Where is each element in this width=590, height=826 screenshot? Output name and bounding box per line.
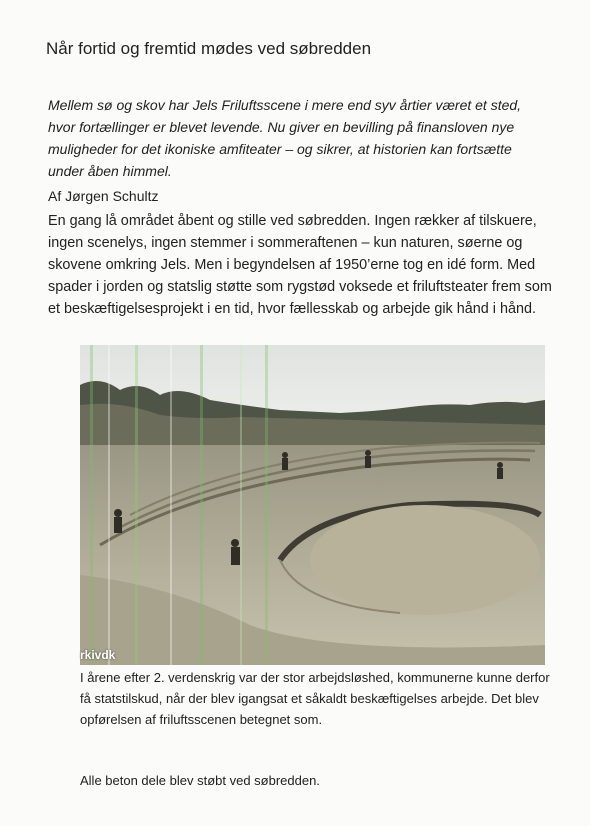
archive-watermark: rkivdk: [80, 648, 116, 662]
article-title: Når fortid og fremtid mødes ved søbredden: [46, 39, 372, 58]
historical-photo: [80, 345, 545, 665]
article-paragraph-2: I årene efter 2. verdenskrig var der stor arbejdsløshed, kommunerne kunne derfor få statstilskud, når der blev igangsat et såkaldt beskæftigelses arbejde. Det blev opførelsen af friluftsscenen betegnet som.: [80, 670, 550, 727]
amphitheater-construction-image: [80, 345, 545, 665]
article-lead: Mellem sø og skov har Jels Friluftsscene i mere end syv årtier været et sted, hvor fortællinger er blevet levende. Nu giver en bevilling på finansloven nye muligheder for det ikoniske amfiteater – og sikrer, at historien kan fortsætte under åben himmel.: [48, 97, 522, 179]
article-paragraph-3: Alle beton dele blev støbt ved søbredden.: [80, 773, 320, 788]
article-paragraph-1: En gang lå området åbent og stille ved søbredden. Ingen rækker af tilskuere, ingen scenelys, ingen stemmer i sommeraftenen – kun naturen, søerne og skovene omkring Jels. Men i begyndelsen af 1950’erne tog en idé form. Med spader i jorden og statslig støtte som rygstød voksede et friluftsteater frem som et beskæftigelsesprojekt i en tid, hvor fællesskab og arbejde gik hånd i hånd.: [48, 213, 552, 317]
article-byline: Af Jørgen Schultz: [48, 188, 159, 204]
